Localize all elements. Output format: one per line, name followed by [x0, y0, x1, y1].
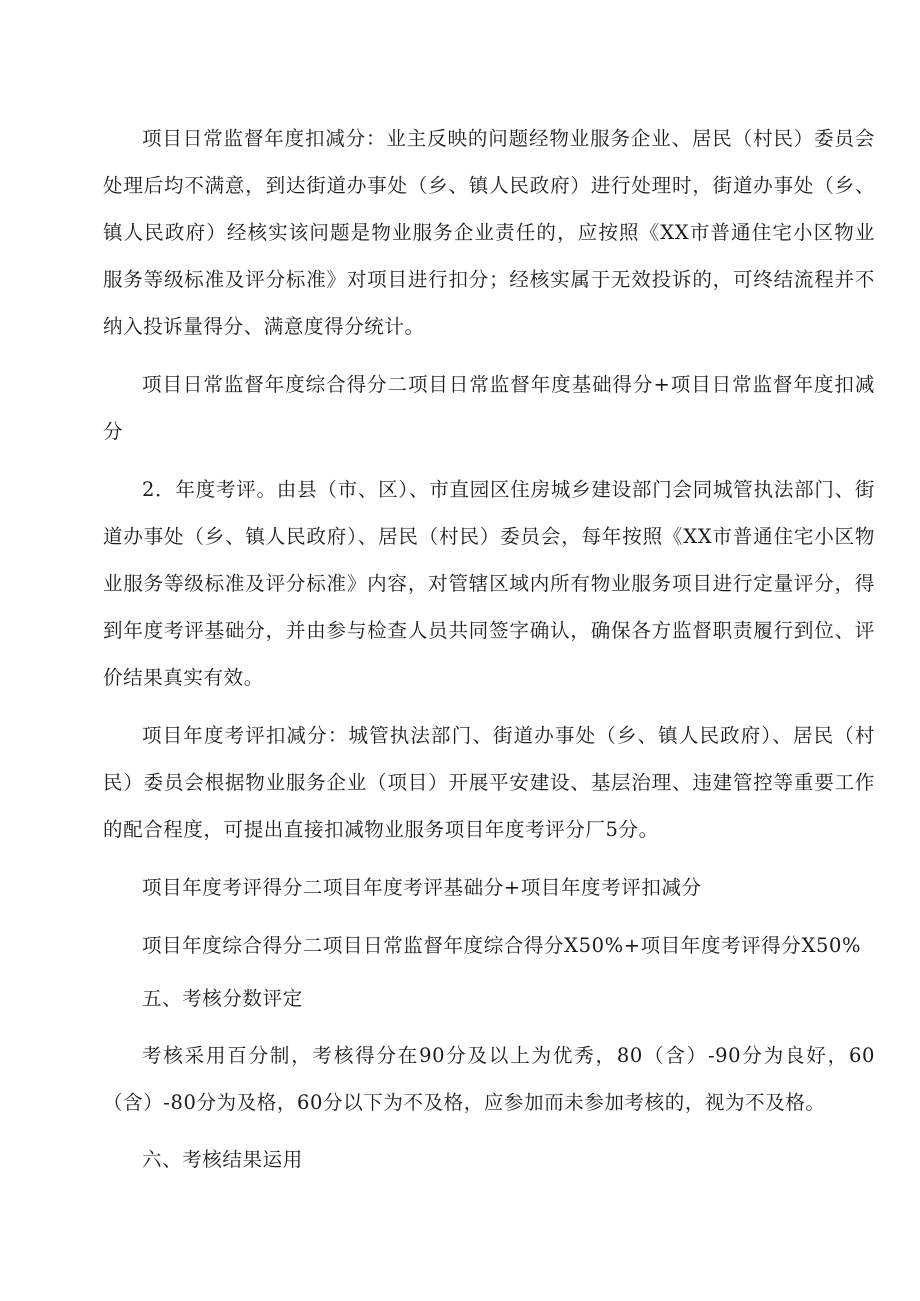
- paragraph-daily-formula: 项目日常监督年度综合得分二项目日常监督年度基础得分+项目日常监督年度扣减分: [103, 373, 875, 443]
- section-heading-scoring: 五、考核分数评定: [142, 987, 303, 1010]
- paragraph-annual-formula: 项目年度考评得分二项目年度考评基础分+项目年度考评扣减分: [142, 876, 702, 899]
- paragraph-total-formula: 项目年度综合得分二项目日常监督年度综合得分X50%+项目年度考评得分X50%: [142, 934, 862, 957]
- paragraph-annual-deduction: 项目年度考评扣减分：城管执法部门、街道办事处（乡、镇人民政府）、居民（村民）委员会根据物业服务企业（项目）开展平安建设、基层治理、违建管控等重要工作的配合程度，可提出直接扣减物业服务项目年度考评分厂5分。: [103, 724, 875, 841]
- document-body: [103, 115, 875, 1194]
- paragraph-grading: 考核采用百分制，考核得分在90分及以上为优秀，80（含）-90分为良好，60（含）-80分为及格，60分以下为不及格，应参加而未参加考核的，视为不及格。: [103, 1044, 875, 1114]
- section-heading-results: 六、考核结果运用: [142, 1148, 303, 1171]
- paragraph-daily-deduction: 项目日常监督年度扣减分：业主反映的问题经物业服务企业、居民（村民）委员会处理后均不满意，到达街道办事处（乡、镇人民政府）进行处理时，街道办事处（乡、镇人民政府）经核实该问题是物业服务企业责任的，应按照《XX市普通住宅小区物业服务等级标准及评分标准》对项目进行扣分；经核实属于无效投诉的，可终结流程并不纳入投诉量得分、满意度得分统计。: [103, 127, 875, 338]
- paragraph-annual-review: 2．年度考评。由县（市、区）、市直园区住房城乡建设部门会同城管执法部门、街道办事处（乡、镇人民政府）、居民（村民）委员会，每年按照《XX市普通住宅小区物业服务等级标准及评分标准》内容，对管辖区域内所有物业服务项目进行定量评分，得到年度考评基础分，并由参与检查人员共同签字确认，确保各方监督职责履行到位、评价结果真实有效。: [103, 478, 875, 689]
